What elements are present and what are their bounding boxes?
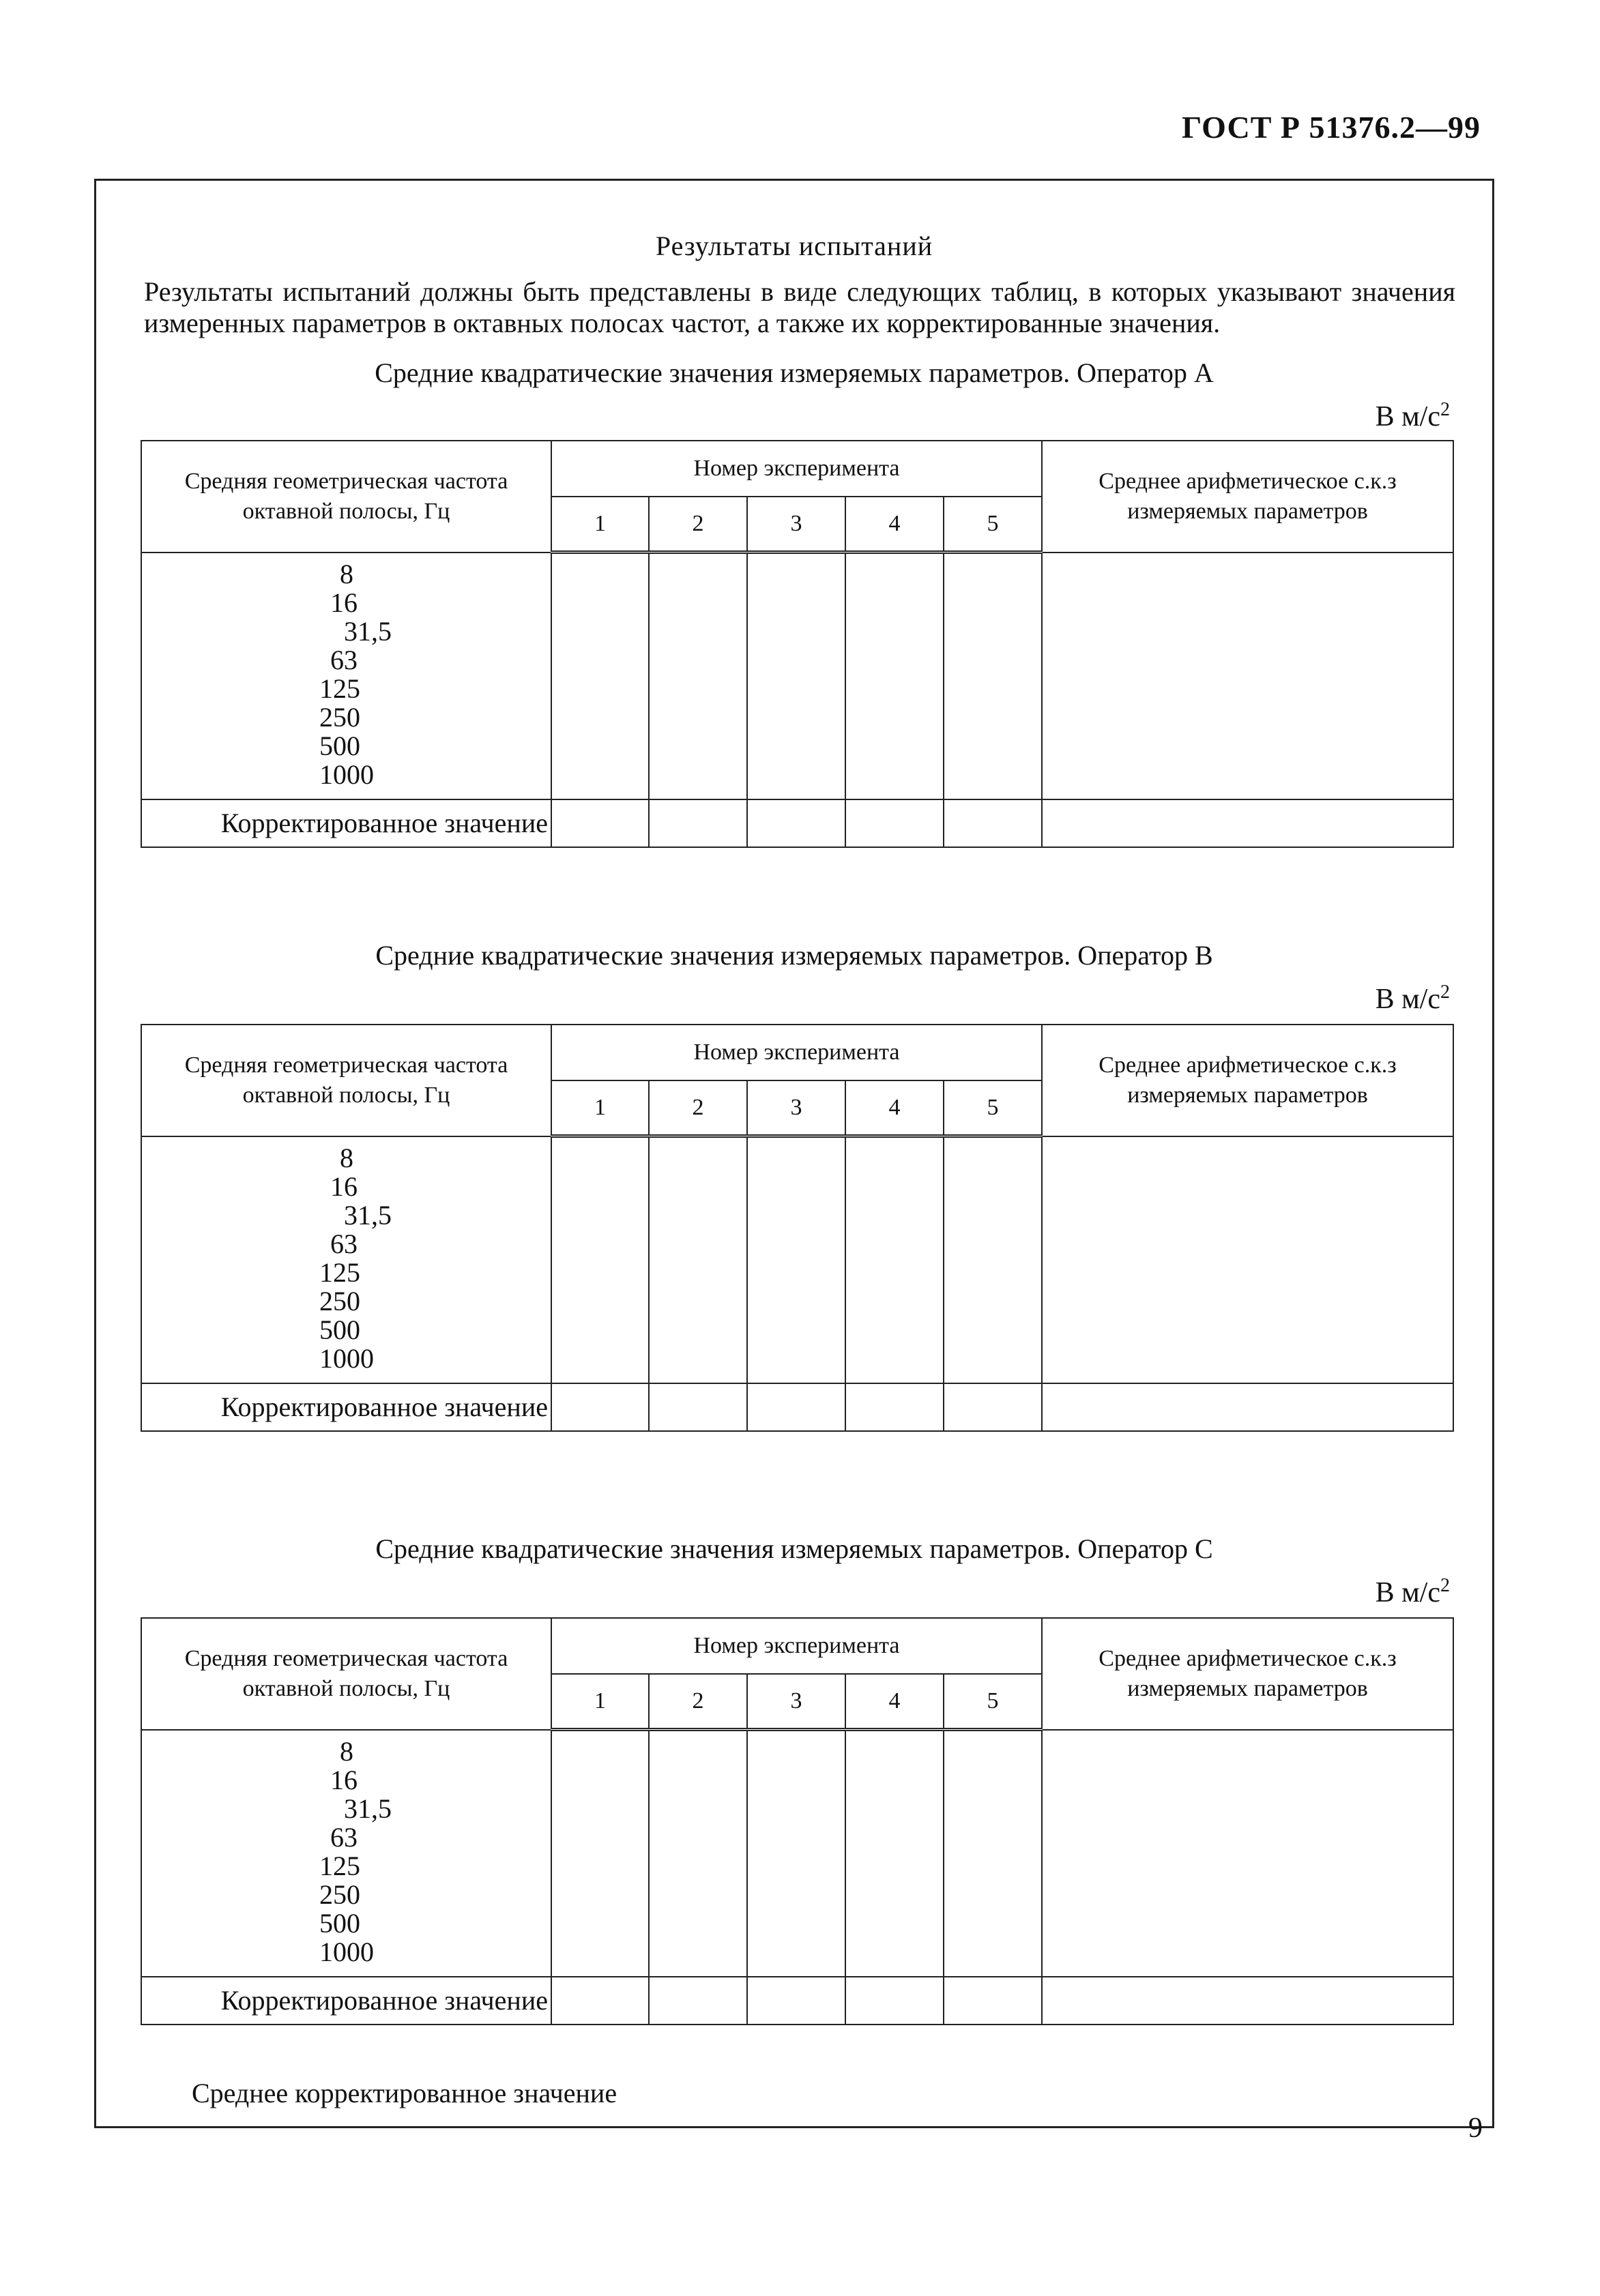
corrected-value-label: Корректированное значение bbox=[141, 1977, 551, 2025]
data-cell bbox=[944, 1136, 1042, 1383]
frequency-value: 250 bbox=[319, 1879, 360, 1910]
corrected-value-label: Корректированное значение bbox=[141, 799, 551, 847]
data-cell bbox=[1042, 1383, 1453, 1431]
data-cell bbox=[845, 553, 944, 799]
col-header-frequency: Средняя геометрическая частота октавной полосы, Гц bbox=[141, 441, 551, 553]
results-table-operator-a bbox=[141, 440, 1454, 848]
col-header-experiment: Номер эксперимента bbox=[551, 441, 1042, 497]
col-header-frequency: Средняя геометрическая частота октавной полосы, Гц bbox=[141, 1025, 551, 1136]
frequency-value: 8 bbox=[340, 558, 353, 589]
frequency-value: 500 bbox=[319, 1314, 360, 1345]
results-table-operator-c bbox=[141, 1617, 1454, 2025]
frequency-value: 125 bbox=[319, 1256, 360, 1288]
data-cell bbox=[649, 1730, 747, 1977]
data-cell bbox=[1042, 799, 1453, 847]
experiment-number: 5 bbox=[944, 1674, 1042, 1730]
experiment-number: 3 bbox=[747, 1674, 845, 1730]
frequency-value: 250 bbox=[319, 701, 360, 733]
data-cell bbox=[1042, 553, 1453, 799]
data-cell bbox=[649, 1383, 747, 1431]
data-cell bbox=[944, 1730, 1042, 1977]
frequency-list-cell bbox=[141, 1136, 551, 1383]
data-cell bbox=[551, 1977, 649, 2025]
data-cell bbox=[845, 1383, 944, 1431]
data-cell bbox=[747, 1977, 845, 2025]
unit-label: В $м/с^2$ bbox=[1375, 982, 1450, 1015]
data-cell bbox=[845, 799, 944, 847]
frequency-value: 31,5 bbox=[344, 615, 392, 647]
data-cell bbox=[551, 799, 649, 847]
data-cell bbox=[845, 1730, 944, 1977]
frequency-value: 1000 bbox=[319, 1936, 374, 1967]
data-cell bbox=[649, 1977, 747, 2025]
frequency-value: 63 bbox=[330, 1821, 358, 1853]
unit-label: В $м/с^2$ bbox=[1375, 399, 1450, 432]
table-caption-operator-c: Средние квадратические значения измеряемых параметров. Оператор С bbox=[375, 1533, 1213, 1564]
data-cell bbox=[747, 1730, 845, 1977]
frequency-value: 250 bbox=[319, 1285, 360, 1316]
frequency-value: 8 bbox=[340, 1735, 353, 1767]
frequency-value: 31,5 bbox=[344, 1793, 392, 1824]
col-header-mean: Среднее арифметическое с.к.з измеряемых параметров bbox=[1042, 441, 1453, 553]
data-cell bbox=[649, 799, 747, 847]
data-cell bbox=[551, 553, 649, 799]
experiment-number: 2 bbox=[649, 497, 747, 553]
experiment-number: 1 bbox=[551, 1080, 649, 1136]
data-cell bbox=[747, 1383, 845, 1431]
col-header-frequency: Средняя геометрическая частота октавной полосы, Гц bbox=[141, 1618, 551, 1730]
data-cell bbox=[845, 1136, 944, 1383]
experiment-number: 5 bbox=[944, 497, 1042, 553]
experiment-number: 4 bbox=[845, 1080, 944, 1136]
experiment-number: 3 bbox=[747, 1080, 845, 1136]
data-cell bbox=[1042, 1136, 1453, 1383]
frequency-value: 63 bbox=[330, 644, 358, 675]
data-cell bbox=[1042, 1730, 1453, 1977]
frequency-list-cell bbox=[141, 1730, 551, 1977]
experiment-number: 5 bbox=[944, 1080, 1042, 1136]
data-cell bbox=[845, 1977, 944, 2025]
frequency-value: 16 bbox=[330, 1764, 358, 1795]
col-header-mean: Среднее арифметическое с.к.з измеряемых параметров bbox=[1042, 1618, 1453, 1730]
frequency-value: 500 bbox=[319, 730, 360, 761]
page-number: 9 bbox=[1468, 2113, 1483, 2144]
frequency-value: 1000 bbox=[319, 1342, 374, 1374]
table-caption-operator-b: Средние квадратические значения измеряемых параметров. Оператор В bbox=[375, 940, 1213, 971]
data-cell bbox=[551, 1730, 649, 1977]
frequency-value: 8 bbox=[340, 1142, 353, 1173]
data-cell bbox=[747, 553, 845, 799]
experiment-number: 4 bbox=[845, 497, 944, 553]
data-cell bbox=[944, 553, 1042, 799]
experiment-number: 2 bbox=[649, 1674, 747, 1730]
frequency-value: 125 bbox=[319, 673, 360, 704]
col-header-experiment: Номер эксперимента bbox=[551, 1025, 1042, 1080]
data-cell bbox=[747, 799, 845, 847]
frequency-value: 500 bbox=[319, 1907, 360, 1939]
data-cell bbox=[747, 1136, 845, 1383]
content-frame bbox=[94, 179, 1494, 2128]
experiment-number: 1 bbox=[551, 1674, 649, 1730]
data-cell bbox=[649, 1136, 747, 1383]
intro-paragraph: Результаты испытаний должны быть представлены в виде следующих таблиц, в которых указывают значения измеренных параметров в октавных полосах частот, а также их корректированные значения. bbox=[144, 276, 1455, 338]
frequency-value: 125 bbox=[319, 1850, 360, 1881]
frequency-value: 16 bbox=[330, 587, 358, 618]
data-cell bbox=[944, 799, 1042, 847]
frequency-list-cell bbox=[141, 553, 551, 799]
experiment-number: 2 bbox=[649, 1080, 747, 1136]
table-caption-operator-a: Средние квадратические значения измеряемых параметров. Оператор А bbox=[375, 357, 1214, 388]
experiment-number: 1 bbox=[551, 497, 649, 553]
experiment-number: 4 bbox=[845, 1674, 944, 1730]
col-header-mean: Среднее арифметическое с.к.з измеряемых параметров bbox=[1042, 1025, 1453, 1136]
experiment-number: 3 bbox=[747, 497, 845, 553]
data-cell bbox=[551, 1383, 649, 1431]
corrected-value-label: Корректированное значение bbox=[141, 1383, 551, 1431]
data-cell bbox=[1042, 1977, 1453, 2025]
data-cell bbox=[551, 1136, 649, 1383]
unit-label: В $м/с^2$ bbox=[1375, 1575, 1450, 1608]
document-number: ГОСТ Р 51376.2—99 bbox=[1182, 110, 1481, 145]
frequency-value: 31,5 bbox=[344, 1199, 392, 1231]
frequency-value: 63 bbox=[330, 1228, 358, 1259]
data-cell bbox=[944, 1977, 1042, 2025]
mean-corrected-value-label: Среднее корректированное значение bbox=[192, 2078, 617, 2108]
frequency-value: 1000 bbox=[319, 759, 374, 790]
results-table-operator-b bbox=[141, 1024, 1454, 1432]
section-title: Результаты испытаний bbox=[655, 231, 933, 261]
data-cell bbox=[944, 1383, 1042, 1431]
frequency-value: 16 bbox=[330, 1171, 358, 1202]
col-header-experiment: Номер эксперимента bbox=[551, 1618, 1042, 1674]
data-cell bbox=[649, 553, 747, 799]
